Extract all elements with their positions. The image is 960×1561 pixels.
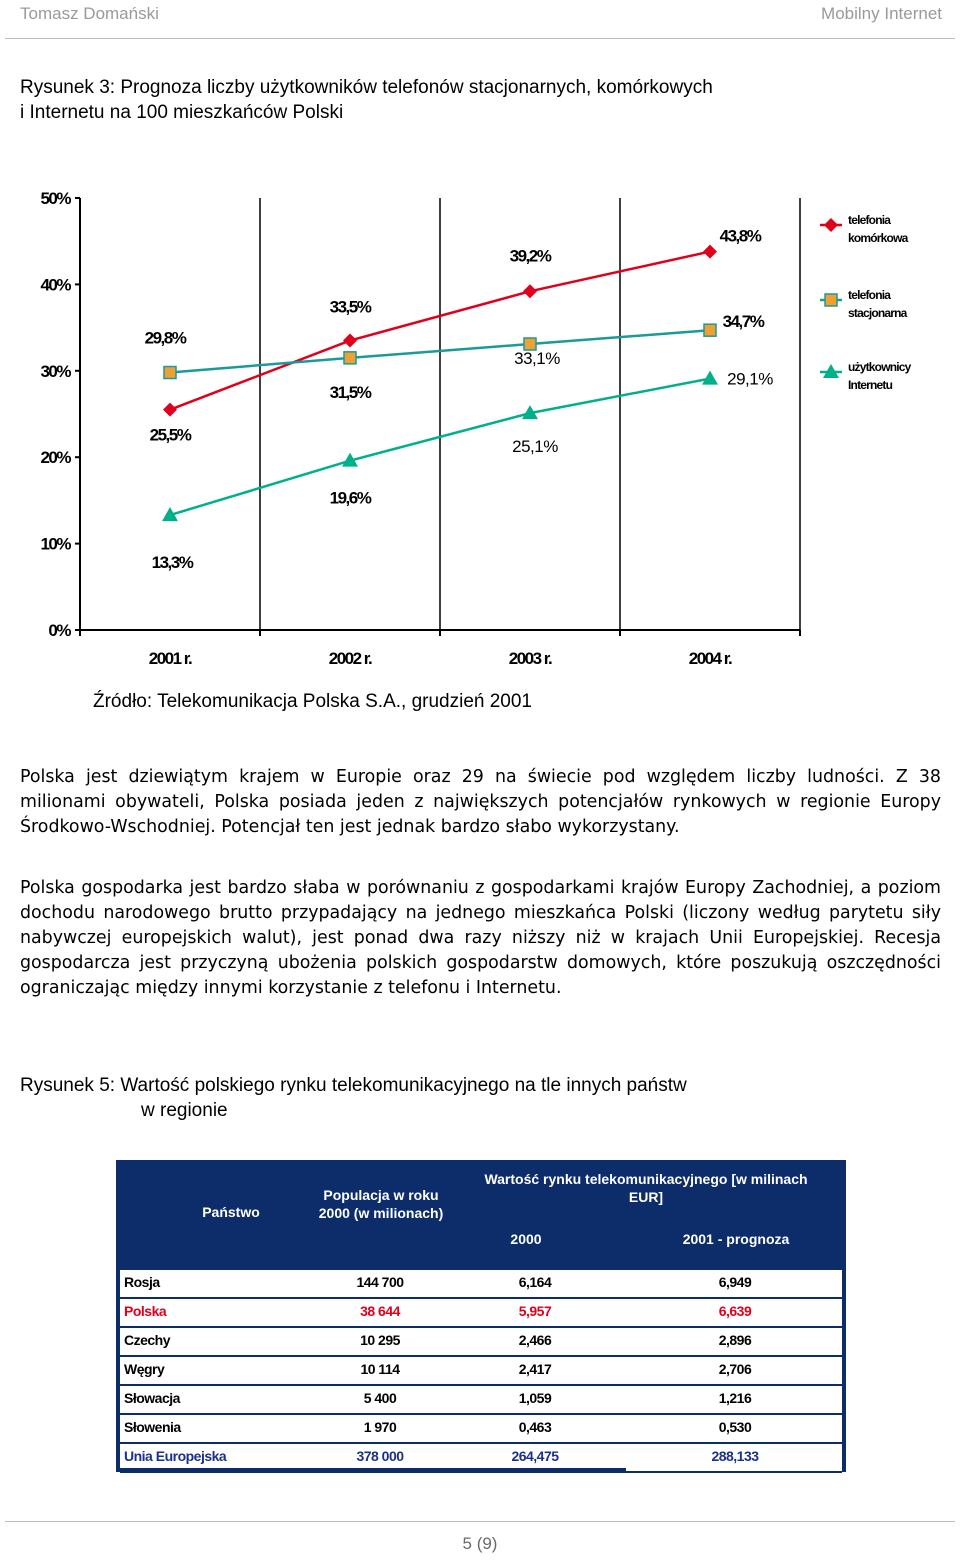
page-number: 5 (9) — [462, 1534, 498, 1553]
cell-population: 38 644 — [360, 1303, 400, 1319]
legend-label: użytkownicy — [848, 360, 911, 374]
figure3-source: Źródło: Telekomunikacja Polska S.A., grudzień 2001 — [93, 691, 533, 712]
table-row — [120, 1328, 842, 1357]
forecast-line-chart — [30, 180, 930, 675]
y-tick-label: 50% — [40, 189, 70, 208]
header-title: Mobilny Internet — [821, 4, 942, 23]
y-tick-label: 20% — [40, 448, 70, 468]
header-author: Tomasz Domański — [20, 4, 159, 23]
data-label: 39,2% — [509, 246, 551, 266]
data-label: 33,5% — [329, 297, 371, 317]
table-row — [120, 1386, 842, 1415]
x-tick-label: 2001 r. — [148, 649, 192, 668]
data-label: 19,6% — [329, 488, 371, 508]
figure5-caption-line1: Rysunek 5: Wartość polskiego rynku telekomunikacyjnego na tle innych państw — [20, 1075, 687, 1096]
cell-population: 10 114 — [360, 1361, 400, 1377]
cell-population: 5 400 — [363, 1390, 397, 1406]
data-point — [343, 334, 357, 348]
table-row — [120, 1357, 842, 1386]
y-tick-labels — [40, 189, 71, 640]
header-year-2001: 2001 - prognoza — [682, 1231, 790, 1247]
figure3-caption-line1: Rysunek 3: Prognoza liczby użytkowników telefonów stacjonarnych, komórkowych — [20, 77, 713, 98]
y-tick-label: 30% — [40, 361, 70, 381]
x-tick-label: 2004 r. — [688, 649, 732, 668]
cell-value-2001: 6,639 — [718, 1303, 752, 1319]
cell-value-2000: 264,475 — [511, 1448, 559, 1464]
data-label: 34,7% — [722, 312, 764, 332]
data-point — [704, 324, 716, 336]
data-point — [702, 371, 718, 385]
data-label: 43,8% — [719, 226, 761, 246]
cell-population: 378 000 — [356, 1448, 404, 1464]
data-point — [163, 403, 177, 417]
data-point — [523, 284, 537, 298]
legend-swatch-marker — [825, 294, 837, 306]
header-year-2000: 2000 — [510, 1231, 542, 1247]
x-tick-labels — [149, 649, 732, 668]
table-row — [120, 1270, 842, 1299]
footer-divider — [5, 1521, 955, 1522]
paragraph-2: Polska gospodarka jest bardzo słaba w porównaniu z gospodarkami krajów Europy Zachodniej, a poziom dochodu narodowego brutto przypadający na jednego mieszkańca Polski (liczony według parytetu siły nabywczej europejskich walut), jest ponad dwa razy niższy niż w krajach Unii Europejskiej. Recesja gospodarcza jest przyczyną ubożenia polskich gospodarstw domowych, które poszukują oszczędności ograniczając między innymi korzystanie z telefonu i Internetu. — [20, 878, 941, 998]
data-label: 29,8% — [144, 328, 186, 348]
header-country: Państwo — [202, 1204, 260, 1220]
legend-label: komórkowa — [848, 231, 908, 245]
data-label: 13,3% — [151, 553, 193, 573]
table-row — [120, 1415, 842, 1444]
figure5-caption — [20, 1073, 920, 1123]
cell-value-2001: 2,896 — [718, 1332, 752, 1348]
cell-value-2001: 0,530 — [718, 1419, 752, 1435]
data-label: 31,5% — [329, 382, 371, 402]
header-market-value: Wartość rynku telekomunikacyjnego [w milinach EUR] — [484, 1171, 808, 1205]
cell-value-2001: 288,133 — [711, 1448, 759, 1464]
header-divider — [5, 38, 955, 39]
legend-label: Internetu — [848, 378, 893, 392]
data-point — [344, 352, 356, 364]
table-header — [116, 1160, 846, 1267]
data-label: 33,1% — [514, 349, 560, 369]
cell-value-2000: 2,466 — [518, 1332, 552, 1348]
data-labels — [145, 227, 774, 573]
table-body — [116, 1267, 846, 1472]
figure3-caption — [20, 75, 920, 125]
data-point — [703, 245, 717, 259]
y-tick-label: 0% — [48, 621, 70, 640]
data-label: 29,1% — [727, 369, 773, 389]
cell-country: Unia Europejska — [124, 1448, 227, 1464]
cell-population: 144 700 — [356, 1274, 404, 1290]
cell-population: 1 970 — [363, 1419, 397, 1435]
header-population: Populacja w roku 2000 (w milionach) — [318, 1187, 444, 1221]
cell-value-2000: 5,957 — [518, 1303, 552, 1319]
cell-country: Czechy — [124, 1332, 171, 1348]
figure3-caption-line2: i Internetu na 100 mieszkańców Polski — [20, 102, 344, 123]
x-tick-label: 2003 r. — [508, 649, 552, 668]
cell-value-2000: 0,463 — [518, 1419, 552, 1435]
legend-label: stacjonarna — [848, 306, 907, 320]
cell-population: 10 295 — [360, 1332, 400, 1348]
legend-swatch-marker — [824, 218, 838, 232]
cell-value-2001: 6,949 — [718, 1274, 752, 1290]
cell-country: Polska — [124, 1303, 167, 1319]
data-point — [164, 367, 176, 379]
cell-country: Słowenia — [124, 1419, 181, 1435]
data-label: 25,5% — [149, 425, 191, 445]
cell-value-2000: 6,164 — [518, 1274, 552, 1290]
telecom-market-table — [116, 1160, 846, 1472]
x-tick-label: 2002 r. — [328, 649, 372, 668]
cell-value-2001: 2,706 — [718, 1361, 752, 1377]
y-tick-label: 40% — [40, 275, 70, 295]
legend-label: telefonia — [848, 288, 891, 302]
table-right-border — [842, 1267, 846, 1472]
cell-value-2001: 1,216 — [718, 1390, 752, 1406]
table-row-highlight — [120, 1299, 842, 1328]
paragraph-1: Polska jest dziewiątym krajem w Europie oraz 29 na świecie pod względem liczby ludności. Z 38 milionami obywateli, Polska posiada jeden z największych potencjałów rynkowych w regionie Europy Środkowo-Wschodniej. Potencjał ten jest jednak bardzo słabo wykorzystany. — [20, 767, 941, 837]
legend-label: telefonia — [848, 213, 891, 227]
data-label: 25,1% — [512, 437, 558, 457]
cell-country: Słowacja — [124, 1390, 180, 1406]
chart-legend — [820, 213, 912, 392]
cell-country: Węgry — [124, 1361, 165, 1377]
cell-value-2000: 2,417 — [518, 1361, 552, 1377]
cell-country: Rosja — [124, 1274, 160, 1290]
cell-value-2000: 1,059 — [518, 1390, 552, 1406]
y-tick-label: 10% — [40, 534, 70, 554]
table-bottom-rule — [116, 1468, 626, 1472]
figure5-caption-line2: w regionie — [141, 1100, 228, 1121]
